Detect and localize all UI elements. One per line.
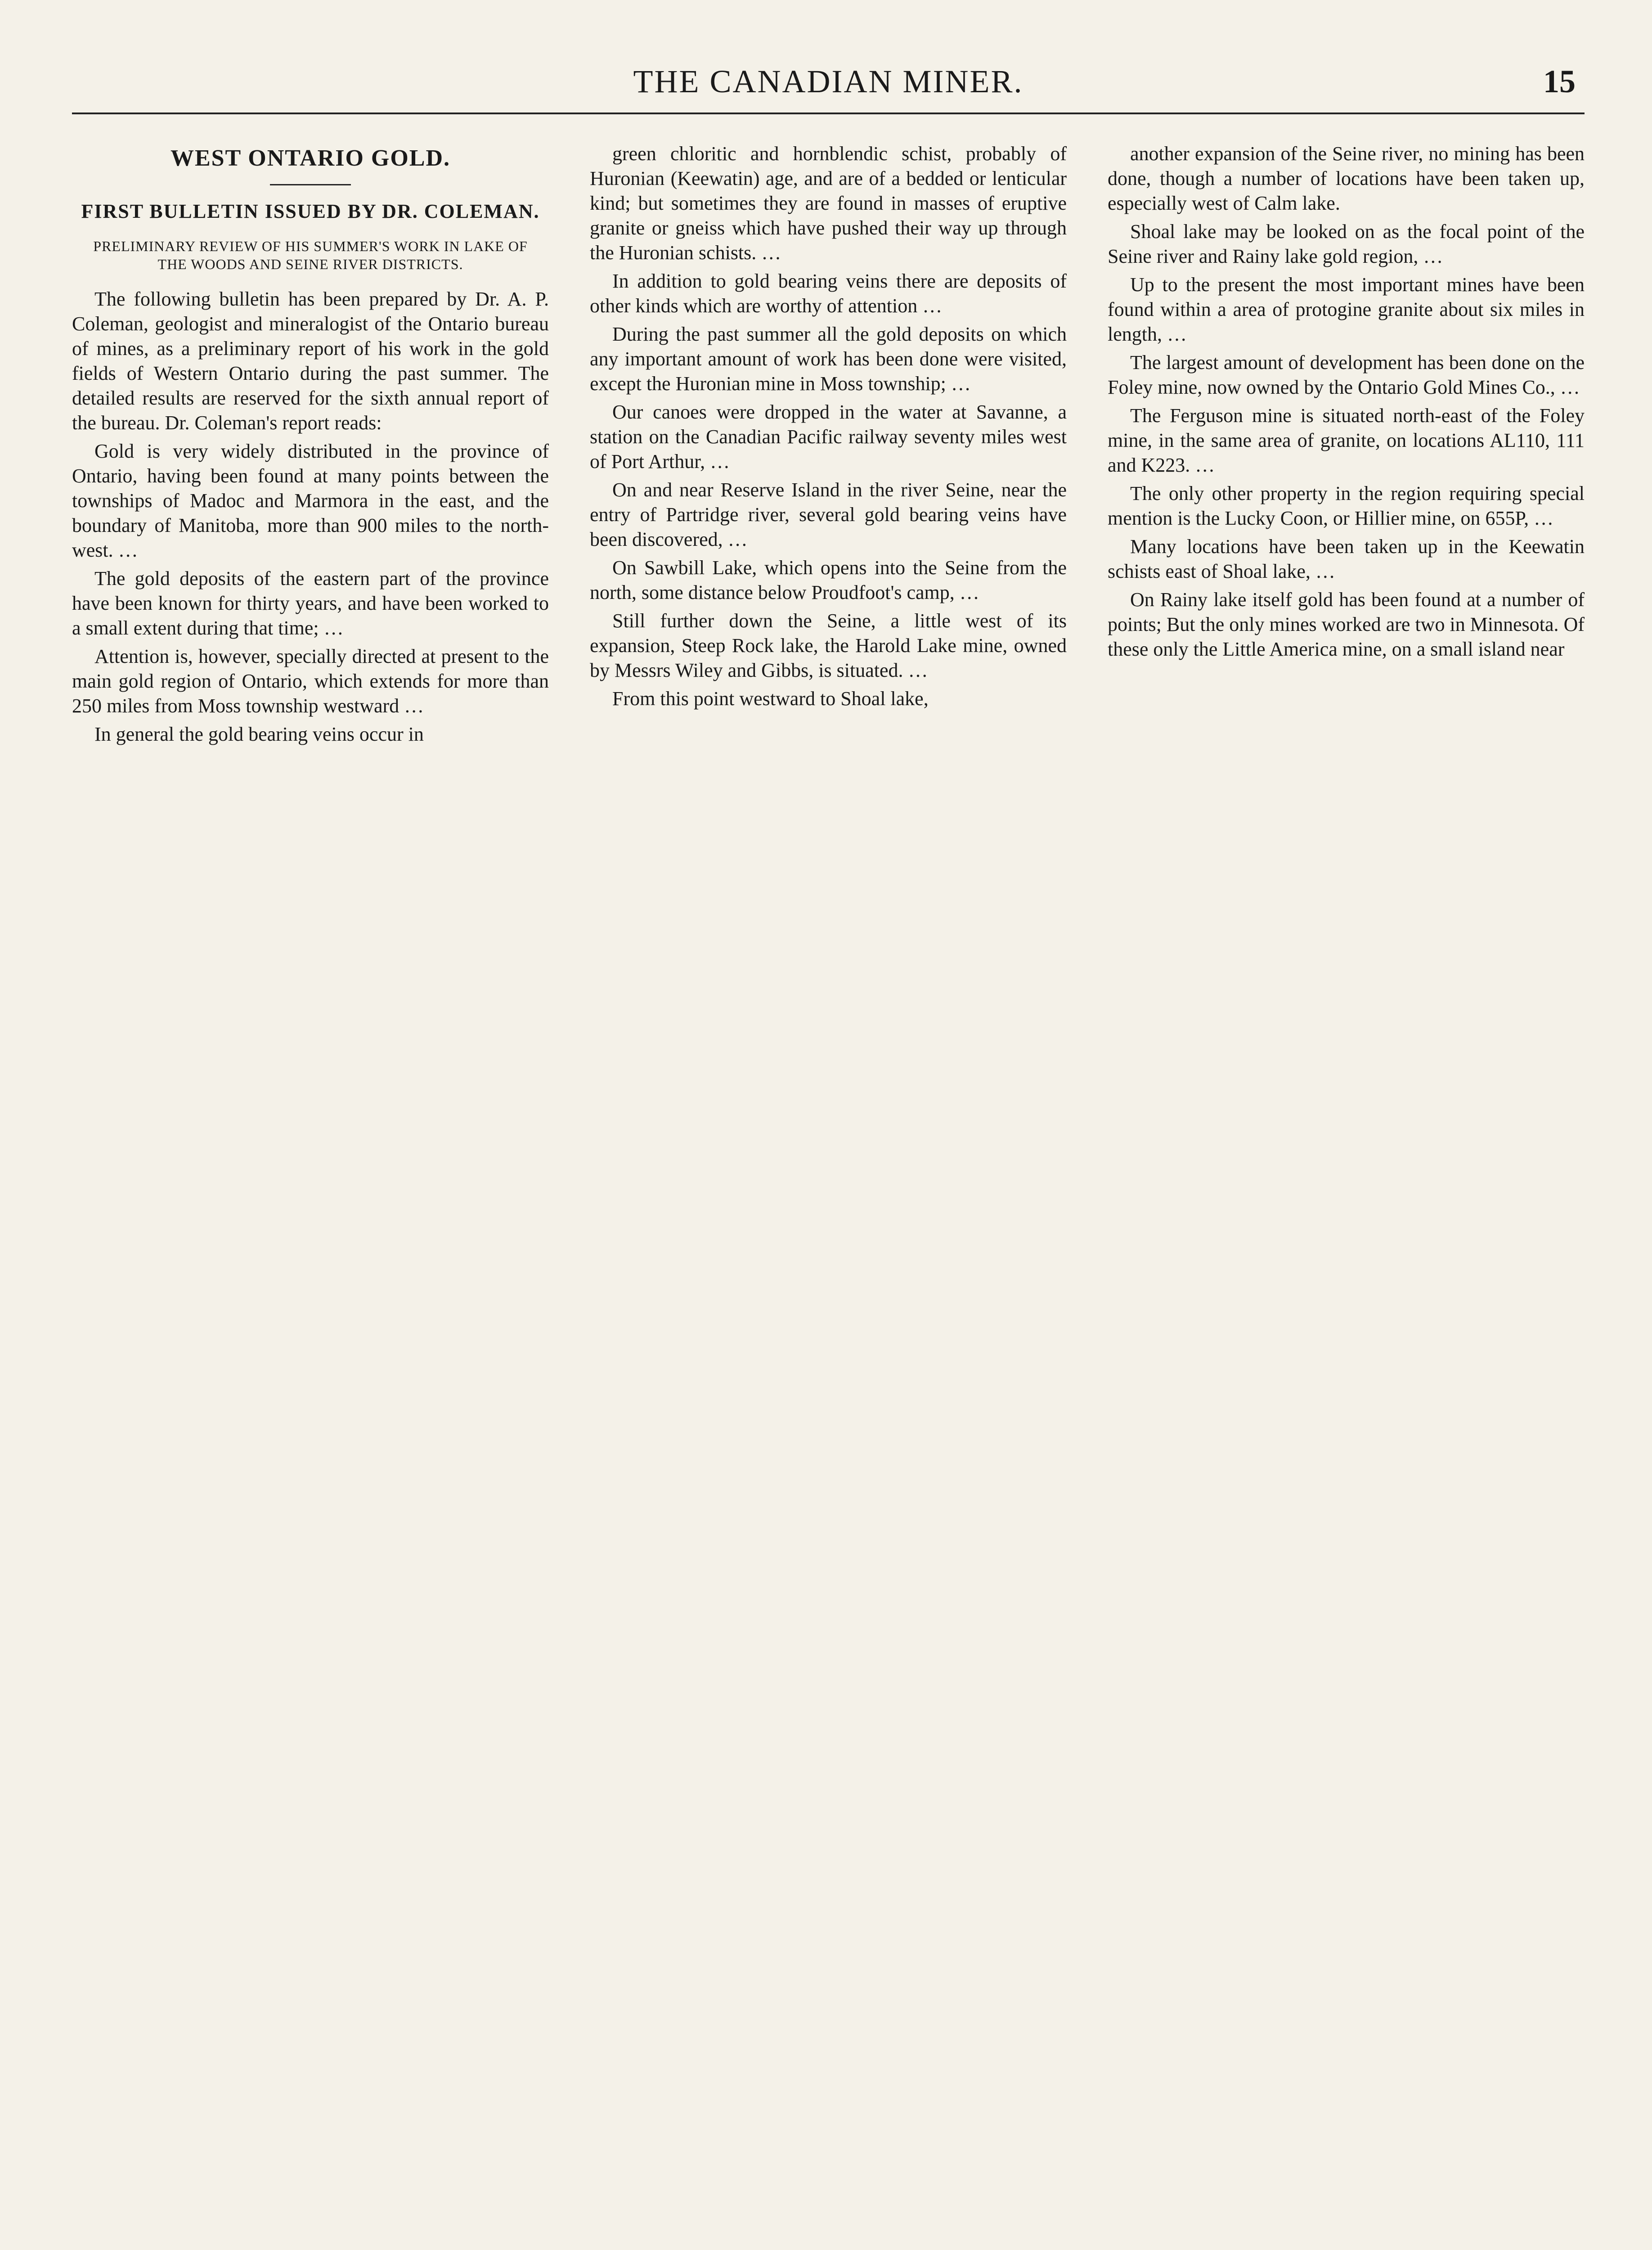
paragraph: In general the gold bearing veins occur in: [94, 723, 424, 745]
paragraph: Gold is very widely distributed in the province of Ontario, having been found at many points between the townships of Madoc and Marmora in the east, and the boundary of Manitoba, more than 900 miles to the north-west. …: [72, 440, 549, 561]
paragraph: Up to the present the most important mines have been found within a area of protogine granite about six miles in length, …: [1108, 274, 1585, 345]
article-subheadline: FIRST BULLETIN ISSUED BY DR. COLEMAN.: [81, 200, 540, 222]
paragraph: The largest amount of development has been done on the Foley mine, now owned by the Ontario Gold Mines Co., …: [1108, 351, 1585, 398]
column-3: [1108, 141, 1585, 750]
article-headline: WEST ONTARIO GOLD.: [170, 145, 451, 171]
column-1: [72, 141, 549, 750]
paragraph: another expansion of the Seine river, no mining has been done, though a number of locations have been taken up, especially west of Calm lake.: [1108, 143, 1585, 214]
paragraph: In addition to gold bearing veins there are deposits of other kinds which are worthy of attention …: [590, 270, 1067, 317]
paragraph: Attention is, however, specially directed at present to the main gold region of Ontario, which extends for more than 250 miles from Moss township westward …: [72, 645, 549, 717]
page-number: 15: [1543, 63, 1576, 99]
paragraph: From this point westward to Shoal lake,: [612, 688, 929, 710]
paragraph: Our canoes were dropped in the water at Savanne, a station on the Canadian Pacific railway seventy miles west of Port Arthur, …: [590, 401, 1067, 472]
paragraph: The Ferguson mine is situated north-east of the Foley mine, in the same area of granite, on locations AL110, 111 and K223. …: [1108, 405, 1585, 476]
headline-rule: [270, 184, 351, 185]
paragraph: green chloritic and hornblendic schist, probably of Huronian (Keewatin) age, and are of a bedded or lenticular kind; but sometimes they are found in masses of eruptive granite or gneiss which have pushed their way up through the Huronian schists. …: [590, 143, 1067, 264]
column-2: [590, 141, 1067, 750]
paragraph: Shoal lake may be looked on as the focal point of the Seine river and Rainy lake gold region, …: [1108, 220, 1585, 267]
paragraph: During the past summer all the gold deposits on which any important amount of work has been done were visited, except the Huronian mine in Moss township; …: [590, 323, 1067, 395]
running-head: [72, 54, 1585, 114]
paragraph: The only other property in the region requiring special mention is the Lucky Coon, or Hillier mine, on 655P, …: [1108, 482, 1585, 529]
article-deck: PRELIMINARY REVIEW OF HIS SUMMER'S WORK IN LAKE OF THE WOODS AND SEINE RIVER DISTRICTS.: [93, 238, 528, 272]
article-columns: [72, 141, 1585, 750]
publication-title: THE CANADIAN MINER.: [633, 63, 1024, 99]
paragraph: Still further down the Seine, a little west of its expansion, Steep Rock lake, the Harold Lake mine, owned by Messrs Wiley and Gibbs, is situated. …: [590, 610, 1067, 681]
paragraph: The gold deposits of the eastern part of the province have been known for thirty years, and have been worked to a small extent during that time; …: [72, 567, 549, 639]
paragraph: Many locations have been taken up in the Keewatin schists east of Shoal lake, …: [1108, 536, 1585, 582]
paragraph: On Sawbill Lake, which opens into the Seine from the north, some distance below Proudfoot's camp, …: [590, 557, 1067, 603]
paragraph: On Rainy lake itself gold has been found at a number of points; But the only mines worked are two in Minnesota. Of these only the Little America mine, on a small island near: [1108, 589, 1585, 660]
paragraph: The following bulletin has been prepared by Dr. A. P. Coleman, geologist and mineralogist of the Ontario bureau of mines, as a preliminary report of his work in the gold fields of Western Ontario during the past summer. The detailed results are reserved for the sixth annual report of the bureau. Dr. Coleman's report reads:: [72, 288, 549, 434]
paragraph: On and near Reserve Island in the river Seine, near the entry of Partridge river, several gold bearing veins have been discovered, …: [590, 479, 1067, 550]
